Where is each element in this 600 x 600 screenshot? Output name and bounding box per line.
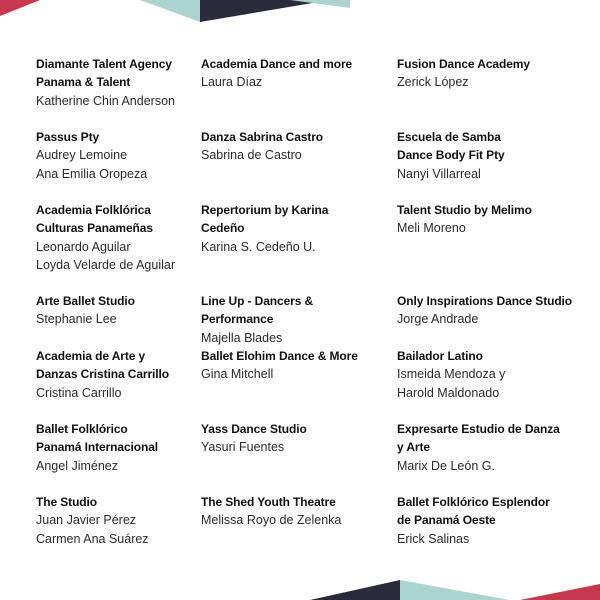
studio-name: Talent Studio by Melimo <box>397 203 532 217</box>
studio-contacts <box>201 329 386 347</box>
studio-name: Ballet Elohim Dance & More <box>201 349 358 363</box>
contact-name: Ismeida Mendoza y <box>397 367 506 382</box>
studio-contacts <box>397 457 587 475</box>
studio-contacts <box>397 219 587 237</box>
studio-entry <box>201 128 386 165</box>
studio-contacts <box>36 92 196 110</box>
studio-entry <box>397 201 587 238</box>
studio-contacts <box>201 146 386 164</box>
studio-name: Yass Dance Studio <box>201 422 307 436</box>
contact-name: Stephanie Lee <box>36 312 117 327</box>
contact-name: Katherine Chin Anderson <box>36 93 175 108</box>
studio-name: Escuela de Samba Dance Body Fit Pty <box>397 130 505 163</box>
studio-contacts <box>201 438 386 456</box>
studio-name: Only Inspirations Dance Studio <box>397 294 573 308</box>
contact-name: Laura Díaz <box>201 75 263 90</box>
studio-entry <box>397 292 587 329</box>
contact-name: Juan Javier Pérez <box>36 513 137 528</box>
studio-entry <box>397 128 587 183</box>
contact-name: Ana Emilia Oropeza <box>36 166 148 181</box>
studio-contacts <box>36 238 196 275</box>
contact-name: Marix De León G. <box>397 458 495 473</box>
studio-contacts <box>201 73 386 91</box>
studio-entry <box>397 347 587 402</box>
studio-contacts <box>36 146 196 183</box>
studio-entry <box>201 420 386 457</box>
studio-contacts <box>397 73 587 91</box>
studio-entry <box>397 55 587 92</box>
top-left-pink-triangle <box>0 0 40 16</box>
studio-entry <box>201 55 386 92</box>
studio-name: The Studio <box>36 495 97 509</box>
studio-entry <box>36 493 196 548</box>
studio-name: Danza Sabrina Castro <box>201 130 324 144</box>
contact-name: Leonardo Aguilar <box>36 239 131 254</box>
studio-entry <box>36 55 196 110</box>
top-teal-triangle <box>140 0 200 22</box>
studio-contacts <box>201 511 386 529</box>
contact-name: Carmen Ana Suárez <box>36 531 149 546</box>
bottom-pink-sliver <box>560 594 600 600</box>
studio-name: Academia de Arte y Danzas Cristina Carrillo <box>36 349 169 382</box>
studio-name: Diamante Talent Agency Panama & Talent <box>36 57 172 90</box>
studio-entry <box>36 201 196 275</box>
bottom-teal-triangle <box>400 580 510 600</box>
contact-name: Karina S. Cedeño U. <box>201 239 316 254</box>
studio-name: Repertorium by Karina Cedeño <box>201 203 329 236</box>
studio-name: Arte Ballet Studio <box>36 294 135 308</box>
studio-contacts <box>36 310 196 328</box>
studio-name: Academia Folklórica Culturas Panameñas <box>36 203 153 236</box>
contact-name: Harold Maldonado <box>397 385 500 400</box>
contact-name: Angel Jiménez <box>36 458 118 473</box>
studio-entry <box>201 292 386 347</box>
studio-contacts <box>36 384 196 402</box>
studio-entry <box>36 420 196 475</box>
contact-name: Cristina Carrillo <box>36 385 122 400</box>
studio-entry <box>36 292 196 329</box>
contact-name: Nanyi Villarreal <box>397 166 481 181</box>
studio-name: Academia Dance and more <box>201 57 353 71</box>
contact-name: Audrey Lemoine <box>36 148 128 163</box>
studio-name: Bailador Latino <box>397 349 483 363</box>
studio-entry <box>36 347 196 402</box>
contact-name: Jorge Andrade <box>397 312 479 327</box>
studio-contacts <box>36 457 196 475</box>
contact-name: Meli Moreno <box>397 221 466 236</box>
studio-entry <box>201 347 386 384</box>
studio-name: Fusion Dance Academy <box>397 57 530 71</box>
contact-name: Zerick López <box>397 75 469 90</box>
top-teal-sliver <box>290 0 350 8</box>
contact-name: Loyda Velarde de Aguilar <box>36 258 175 273</box>
contact-name: Gina Mitchell <box>201 367 274 382</box>
studio-entry <box>36 128 196 183</box>
studio-contacts <box>201 238 386 256</box>
contact-name: Yasuri Fuentes <box>201 440 285 455</box>
contact-name: Erick Salinas <box>397 531 470 546</box>
contact-name: Sabrina de Castro <box>201 148 302 163</box>
studio-entry <box>201 493 386 530</box>
studio-name: Passus Pty <box>36 130 100 144</box>
studio-name: Expresarte Estudio de Danza y Arte <box>397 422 560 455</box>
studio-contacts <box>36 511 196 548</box>
contact-name: Melissa Royo de Zelenka <box>201 513 342 528</box>
studio-contacts <box>201 365 386 383</box>
studio-entry <box>397 493 587 548</box>
studio-contacts <box>397 310 587 328</box>
studio-name: The Shed Youth Theatre <box>201 495 336 509</box>
studio-contacts <box>397 365 587 402</box>
studio-contacts <box>397 530 587 548</box>
studio-name: Line Up - Dancers & Performance <box>201 294 314 327</box>
bottom-navy-triangle <box>310 580 400 600</box>
studio-name: Ballet Folklórico Esplendor de Panamá Oeste <box>397 495 550 528</box>
studio-entry <box>201 201 386 256</box>
contact-name: Majella Blades <box>201 330 283 345</box>
studio-entry <box>397 420 587 475</box>
studio-name: Ballet Folklórico Panamá Internacional <box>36 422 159 455</box>
studio-contacts <box>397 165 587 183</box>
